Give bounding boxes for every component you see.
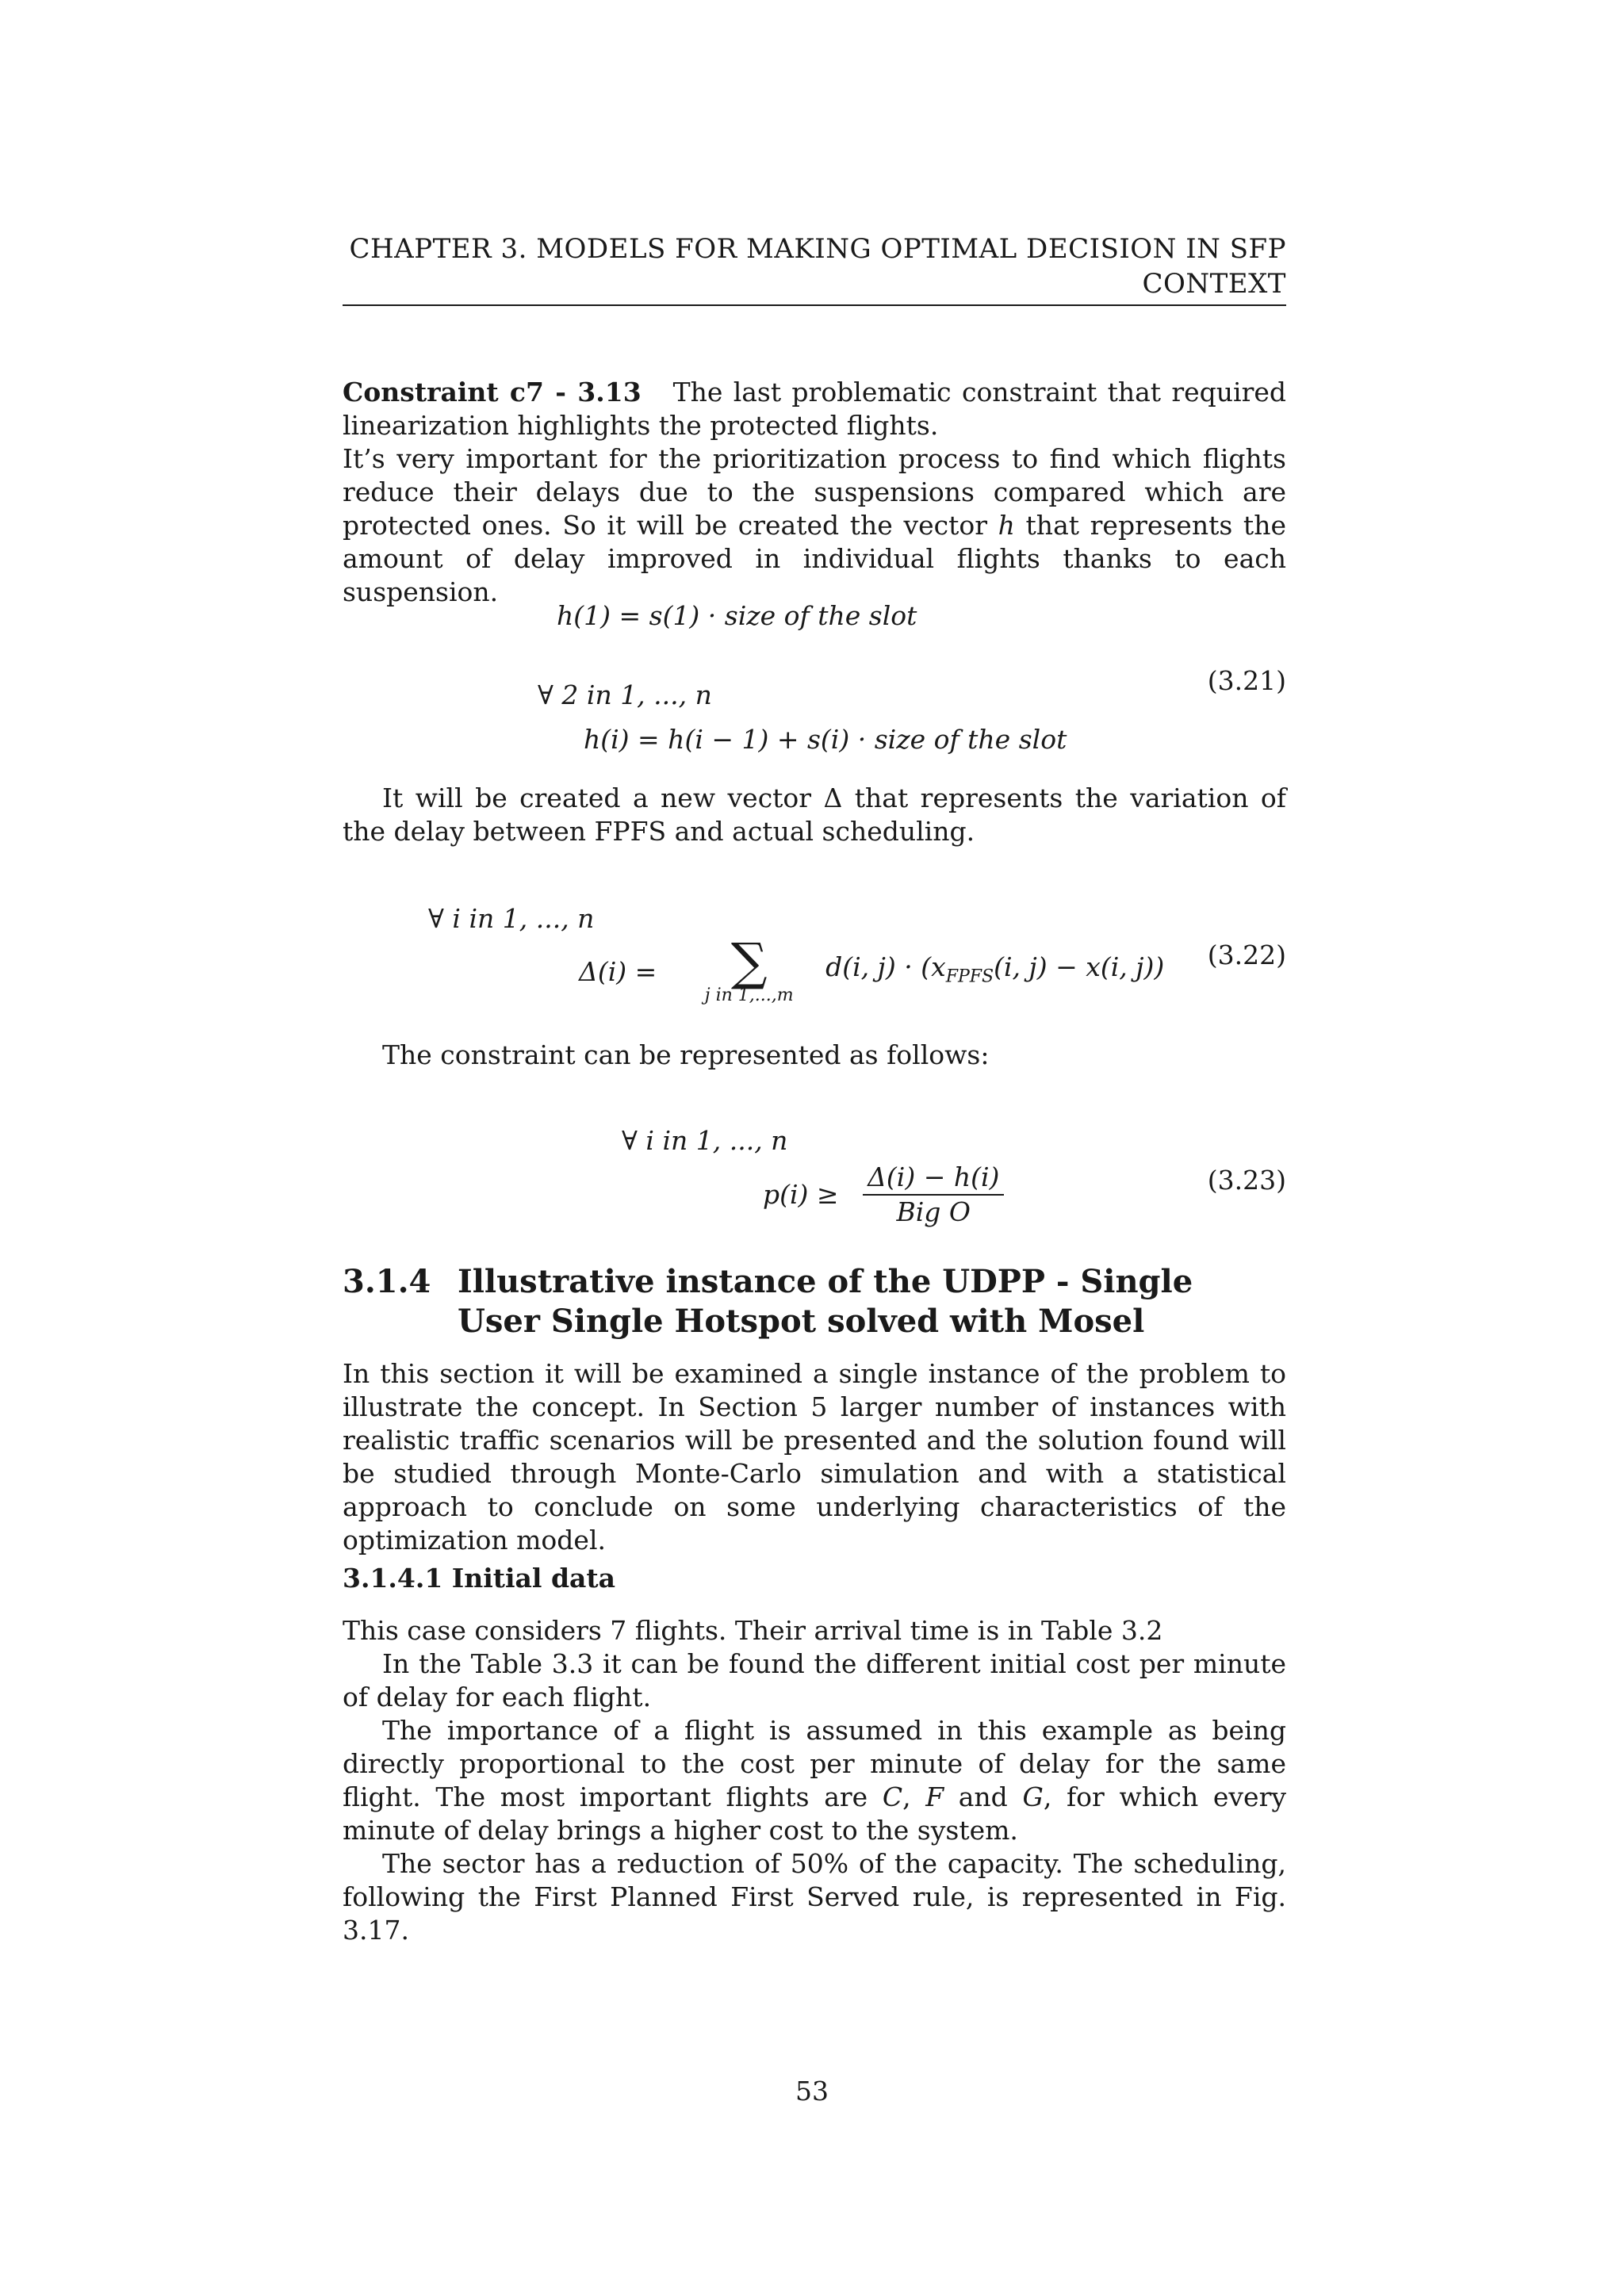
subsection-paragraph-4: The sector has a reduction of 50% of the capacity. The scheduling, following the First Planned First Served rule, is represented in Fig. 3.17.	[343, 1848, 1286, 1946]
eq-322-forall: ∀ i in 1, ..., n	[428, 903, 595, 934]
eq-323-numerator: Δ(i) − h(i)	[863, 1161, 1004, 1196]
p3-a: The importance of a flight is assumed in this example as being directly proportional to the cost per minute of delay for the same flight. The most important flights are	[343, 1715, 1286, 1812]
section-number: 3.1.4	[343, 1263, 431, 1300]
sum-limits: j in 1,...,m	[704, 985, 794, 1005]
eq-322-lhs: Δ(i) =	[579, 956, 657, 987]
eq-322-rhs-b: (i, j) − x(i, j))	[994, 951, 1165, 982]
constraint-explanation-a: It’s very important for the prioritization process to find which flights reduce their delays due to the suspensions compared which are protected ones. So it will be created the vector	[343, 443, 1286, 541]
subsection-title: 3.1.4.1 Initial data	[343, 1563, 616, 1594]
eq-323-body	[763, 1161, 1004, 1229]
eq-323-lhs: p(i) ≥	[763, 1179, 839, 1210]
eq-321-line-2: ∀ 2 in 1, ..., n	[538, 679, 712, 710]
flight-g: G	[1022, 1781, 1044, 1812]
eq-322-rhs-a: d(i, j) · (x	[825, 951, 946, 982]
sum-symbol: ∑	[730, 933, 768, 992]
eq-321-line-1: h(1) = s(1) · size of the slot	[557, 600, 917, 631]
subsection-paragraph-3	[343, 1714, 1286, 1847]
sum-operator	[704, 933, 794, 1005]
eq-322-rhs	[825, 951, 1165, 987]
eq-322-number: (3.22)	[1207, 939, 1286, 970]
section-paragraph	[343, 1357, 1286, 1557]
eq-323-denominator: Big O	[896, 1196, 971, 1227]
subsection-paragraph-1: This case considers 7 flights. Their arrival time is in Table 3.2	[343, 1615, 1163, 1646]
flight-c: C	[882, 1781, 903, 1812]
eq-323-number: (3.23)	[1207, 1165, 1286, 1196]
delta-symbol: Δ	[823, 783, 843, 813]
constraint-representation-text: The constraint can be represented as follows:	[382, 1039, 990, 1070]
subsection-paragraph-2: In the Table 3.3 it can be found the different initial cost per minute of delay for each flight.	[343, 1648, 1286, 1712]
eq-321-number: (3.21)	[1207, 665, 1286, 696]
p3-sep: ,	[902, 1781, 926, 1812]
eq-323-fraction	[863, 1161, 1004, 1229]
delta-para-a: It will be created a new vector	[382, 783, 824, 813]
constraint-representation-paragraph	[343, 1039, 1286, 1072]
constraint-label: Constraint c7 - 3.13	[343, 377, 642, 408]
running-head	[343, 232, 1286, 301]
subsection-body	[343, 1614, 1286, 1947]
flight-f: F	[925, 1781, 944, 1812]
header-rule	[343, 304, 1286, 306]
section-paragraph-text: In this section it will be examined a single instance of the problem to illustrate the concept. In Section 5 larger number of instances with realistic traffic scenarios will be presented and the solution found will be studied through Monte-Carlo simulation and with a statistical approach to conclude on some underlying characteristics of the optimization model.	[343, 1358, 1286, 1556]
delta-paragraph	[343, 782, 1286, 848]
p3-b: , for which every minute of delay brings a higher cost to the system.	[343, 1781, 1286, 1846]
vector-h: h	[998, 510, 1015, 541]
page-number: 53	[795, 2076, 829, 2107]
eq-322-subscript: FPFS	[945, 966, 994, 987]
eq-321-line-3: h(i) = h(i − 1) + s(i) · size of the slot	[584, 724, 1067, 755]
constraint-explanation	[343, 442, 1286, 609]
running-head-line-1: CHAPTER 3. MODELS FOR MAKING OPTIMAL DECISION IN SFP	[349, 233, 1286, 265]
p3-and: and	[944, 1781, 1023, 1812]
constraint-intro: The last problematic constraint that required linearization highlights the protected flights.	[343, 377, 1286, 441]
running-head-line-2: CONTEXT	[1142, 268, 1286, 300]
eq-323-forall: ∀ i in 1, ..., n	[622, 1125, 788, 1156]
section-title: Illustrative instance of the UDPP - Single User Single Hotspot solved with Mosel	[458, 1263, 1193, 1340]
delta-para-b: that represents the variation of the delay between FPFS and actual scheduling.	[343, 783, 1286, 847]
constraint-paragraph	[343, 376, 1286, 609]
eq-322-body	[579, 933, 1165, 1005]
constraint-explanation-b: that represents the amount of delay improved in individual flights thanks to each suspension.	[343, 510, 1286, 607]
